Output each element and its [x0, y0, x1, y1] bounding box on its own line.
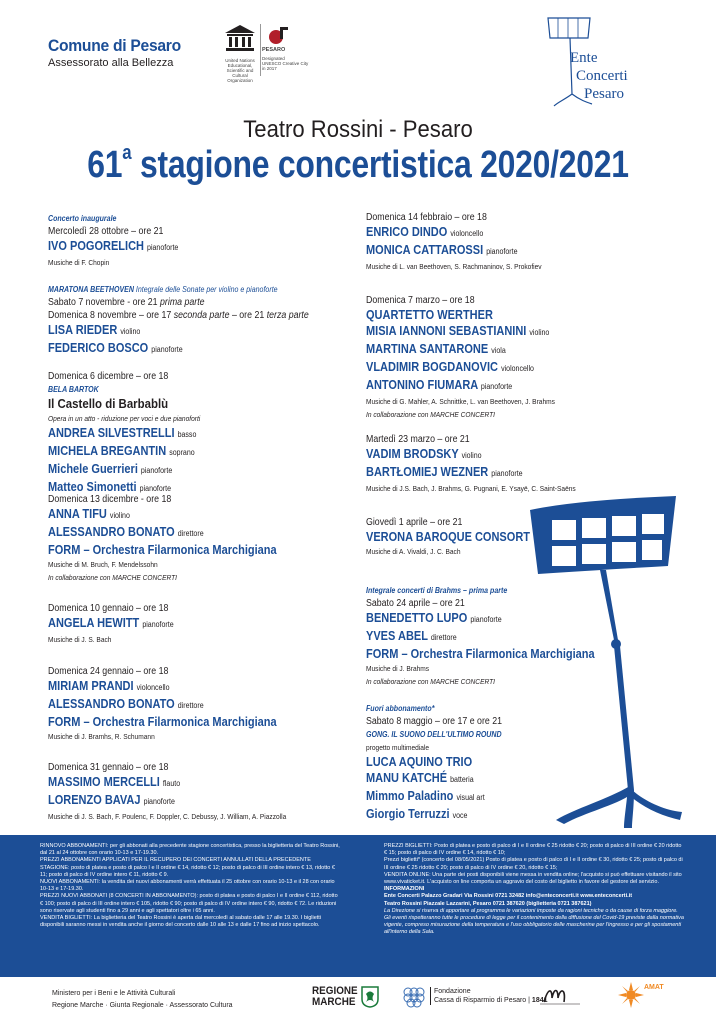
- performer-name: MICHELA BREGANTIN: [48, 444, 167, 458]
- info-rinnovo: RINNOVO ABBONAMENTI: per gli abbonati alla precedente stagione concertistica, presso la biglietteria del Teatro Rossini, dal 21 al 24 ottobre con orario 10-13 e 17-19.30.: [40, 843, 340, 857]
- performer-name: MANU KATCHÉ: [366, 771, 448, 785]
- event-category: [48, 383, 330, 396]
- performer: [48, 714, 330, 730]
- unesco-temple-icon: [224, 24, 256, 52]
- amat-word: AMAT: [644, 984, 664, 991]
- event-prandi: [48, 665, 368, 743]
- event-text: Domenica 24 gennaio – ore 18: [48, 666, 169, 677]
- performer-name: ANNA TIFU: [48, 507, 107, 521]
- event-text: Domenica 31 gennaio – ore 18: [48, 762, 169, 773]
- event-text: Musiche di J.S. Bach, J. Brahms, G. Pugnani, E. Ysayë, C. Saint-Saëns: [366, 484, 576, 493]
- performer: [366, 242, 648, 260]
- performer-name: ALESSANDRO BONATO: [48, 525, 175, 539]
- event-date: [366, 211, 648, 224]
- performer-role: pianoforte: [140, 466, 173, 475]
- event-text: In collaborazione con MARCHE CONCERTI: [48, 573, 178, 582]
- performer-name: ENRICO DINDO: [366, 225, 448, 239]
- unesco-year: in 2017: [262, 66, 277, 71]
- info-prezzi-speciali: Prezzi biglietti* (concerto del 08/05/2021) Posto di platea e posto di palco di I e II ordine € 30, ridotto € 25; posto di palco di III ordine € 25 ridotto € 20; posto di palco di IV ordine € 20, ridotto € 15;: [384, 857, 683, 871]
- event-text: Domenica 10 gennaio – ore 18: [48, 603, 169, 614]
- performer-role: violino: [120, 327, 141, 336]
- footer-credits: [52, 988, 233, 1012]
- event-text: Musiche di J. S. Bach: [48, 635, 112, 644]
- performer-name: ANTONINO FIUMARA: [366, 378, 478, 392]
- performer: [366, 377, 648, 395]
- performer-name: FORM – Orchestra Filarmonica Marchigiana: [366, 647, 595, 661]
- season-ordinal: a: [122, 142, 132, 164]
- info-left: [40, 843, 340, 929]
- performer-role: violoncello: [450, 229, 484, 238]
- performer: [366, 307, 648, 323]
- event-text: Sabato 8 maggio – ore 17 e ore 21: [366, 716, 503, 727]
- performer-name: MISIA IANNONI SEBASTIANINI: [366, 324, 527, 338]
- theatre-title: Teatro Rossini - Pesaro: [243, 116, 473, 143]
- performer: [48, 425, 330, 443]
- marche-word: MARCHE: [312, 996, 356, 1008]
- event-beethoven: [48, 283, 368, 358]
- info-vendita-biglietti: VENDITA BIGLIETTI: La biglietteria del Teatro Rossini è aperta dal mercoledì al sabato dalle 17 alle 19.30. I biglietti disponibili saranno messi in vendita anche il giorno del concerto dalle 10 alle 13 e dalle 17 fino ad inizio spettacolo.: [40, 915, 322, 929]
- pesaro-music-logo-icon: [268, 26, 290, 46]
- event-bartok: [48, 370, 368, 497]
- event-mercelli: [48, 761, 368, 823]
- performer: [48, 678, 330, 696]
- event-hewitt: [48, 602, 368, 646]
- performer-role: violino: [529, 328, 550, 337]
- event-text: Concerto inaugurale: [48, 214, 117, 223]
- event-tifu: [48, 493, 368, 584]
- performer-name: Michele Guerrieri: [48, 462, 138, 476]
- performer-name: VLADIMIR BOGDANOVIC: [366, 360, 498, 374]
- performer: [366, 359, 648, 377]
- performer-role: voce: [452, 811, 468, 820]
- event-program: [366, 395, 648, 408]
- performer-name: IVO POGORELICH: [48, 239, 144, 253]
- event-date: [48, 225, 330, 238]
- event-text: Domenica 13 dicembre - ore 18: [48, 494, 172, 505]
- fondazione-logo-icon: [402, 986, 426, 1008]
- performer: [48, 322, 330, 340]
- event-program: [48, 810, 330, 823]
- performer: [48, 696, 330, 714]
- event-date: [48, 602, 330, 615]
- performer: [48, 340, 330, 358]
- unesco-pesaro: PESARO: [262, 47, 286, 53]
- event-extra: Integrale delle Sonate per violino e pianoforte: [133, 285, 278, 294]
- performer-role: viola: [491, 346, 506, 355]
- amat-logo-icon: [618, 982, 644, 1008]
- performer-name: MIRIAM PRANDI: [48, 679, 134, 693]
- performer: [48, 506, 330, 524]
- event-text: Domenica 7 marzo – ore 18: [366, 295, 475, 306]
- performer-role: pianoforte: [486, 247, 518, 256]
- info-prezzi-biglietti: PREZZI BIGLIETTI: Posto di platea e posto di palco di I e II ordine € 25 ridotto € 20; posto di palco di III ordine € 20 ridotto € 15; posto di palco di IV ordine € 14, ridotto € 10;: [384, 843, 682, 857]
- event-date: [48, 296, 330, 309]
- event-text: Musiche di M. Bruch, F. Mendelssohn: [48, 560, 158, 569]
- event-text: Musiche di J. Brahms: [366, 664, 430, 673]
- event-pogorelich: [48, 212, 368, 269]
- event-text: progetto multimediale: [366, 743, 430, 752]
- event-text: Fuori abbonamento*: [366, 704, 435, 713]
- event-text: BELA BARTOK: [48, 385, 99, 394]
- event-date: [48, 665, 330, 678]
- performer: [48, 238, 330, 256]
- performer: [366, 341, 648, 359]
- event-text: Domenica 6 dicembre – ore 18: [48, 371, 169, 382]
- event-text: Domenica 14 febbraio – ore 18: [366, 212, 487, 223]
- unesco-line-2: Educational, Scientific and: [226, 63, 254, 73]
- performer: [48, 524, 330, 542]
- performer-role: direttore: [177, 701, 204, 710]
- event-text: In collaborazione con MARCHE CONCERTI: [366, 677, 496, 686]
- event-brodsky: [366, 433, 686, 495]
- event-text: Domenica 8 novembre – ore 17: [48, 310, 174, 321]
- performer-name: ANDREA SILVESTRELLI: [48, 426, 175, 440]
- event-program: [48, 633, 330, 646]
- event-text: Musiche di L. van Beethoven, S. Rachmaninov, S. Prokofiev: [366, 262, 542, 271]
- info-nuovi-abbonamenti: NUOVI ABBONAMENTI: la vendita dei nuovi abbonamenti verrà effettuata il 25 ottobre con orario 10-13 e il 28 con orario 10-13 e 17-19.30.: [40, 879, 335, 893]
- performer-name: VADIM BRODSKY: [366, 447, 459, 461]
- info-disclaimer: La Direzione si riserva di apportare al programma le variazioni imposte da ragioni tecniche o da cause di forza maggiore. Gli eventi rispetteranno tutte le procedure di legge per il contenimento della diffusione del Covid-19 previste dalla normativa vigente, compreso misurazione della temperatura e l'uso obbligatorio delle mascherine per l'ingresso e per gli spostamenti all'interno della Sala.: [384, 907, 684, 936]
- music-stand-icon: [516, 490, 686, 830]
- event-text: Il Castello di Barbablù: [48, 396, 169, 411]
- performer-name: BENEDETTO LUPO: [366, 611, 468, 625]
- concerti-word: Concerti: [576, 68, 628, 84]
- performer-role: violoncello: [136, 683, 170, 692]
- unesco-creative-city: UNESCO Creative City: [262, 61, 309, 66]
- performer-role: pianoforte: [139, 484, 172, 493]
- comune-title: Comune di Pesaro: [48, 36, 181, 55]
- performer-role: pianoforte: [147, 243, 179, 252]
- event-text: MARATONA BEETHOVEN: [48, 285, 134, 294]
- performer-role: violino: [109, 511, 130, 520]
- event-text: Musiche di G. Mahler, A. Schnittke, L. van Beethoven, J. Brahms: [366, 397, 555, 406]
- performer: [366, 446, 648, 464]
- performer-name: MARTINA SANTARONE: [366, 342, 489, 356]
- event-date: [48, 761, 330, 774]
- event-text: Sabato 24 aprile – ore 21: [366, 598, 465, 609]
- event-text: Martedì 23 marzo – ore 21: [366, 434, 470, 445]
- performer-name: ALESSANDRO BONATO: [48, 697, 175, 711]
- performer-role: violino: [461, 451, 482, 460]
- performer-role: pianoforte: [470, 615, 502, 624]
- fondazione-year: 1841: [531, 997, 548, 1004]
- event-note: [48, 571, 330, 584]
- info-bar: [0, 835, 716, 977]
- performer: [48, 792, 330, 810]
- event-text: In collaborazione con MARCHE CONCERTI: [366, 410, 496, 419]
- performer-name: FORM – Orchestra Filarmonica Marchigiana: [48, 543, 277, 557]
- performer-name: LISA RIEDER: [48, 323, 118, 337]
- performer-role: direttore: [177, 529, 204, 538]
- season-text: stagione concertistica 2020/2021: [131, 144, 629, 186]
- event-dindo: [366, 211, 686, 273]
- performer-name: MASSIMO MERCELLI: [48, 775, 160, 789]
- season-title: [57, 142, 658, 187]
- performer-name: MONICA CATTAROSSI: [366, 243, 484, 257]
- info-prezzi-recupero: PREZZI ABBONAMENTI APPLICATI PER IL RECUPERO DEI CONCERTI ANNULLATI DELLA PRECEDENTE STAGIONE: posto di platea e posto di palco I e II ordine € 14, ridotto € 12; posto di palco di III ordine intero € 13, ridotto € 11; posto di palco di IV ordine intero € 11, ridotto € 9.: [40, 857, 335, 878]
- fondazione-text: Fondazione Cassa di Risparmio di Pesaro | 1841: [430, 987, 548, 1005]
- event-program: [366, 260, 648, 273]
- performer-name: VERONA BAROQUE CONSORT: [366, 530, 530, 544]
- performer: [48, 615, 330, 633]
- performer: [366, 464, 648, 482]
- comune-subtitle: Assessorato alla Bellezza: [48, 57, 174, 69]
- comune-logo: [48, 36, 192, 69]
- performer-name: Matteo Simonetti: [48, 480, 137, 494]
- event-date: [48, 493, 330, 506]
- performer-role: basso: [177, 430, 197, 439]
- performer-role: pianoforte: [142, 620, 174, 629]
- unesco-line-3: Cultural Organization: [227, 73, 253, 83]
- performer-role: flauto: [162, 779, 181, 788]
- performer-name: ANGELA HEWITT: [48, 616, 140, 630]
- info-vendita-online: VENDITA ONLINE: Una parte dei posti disponibili viene messa in vendita online; l'acquisto si può effettuare visitando il sito www.vivaticket.it. L'acquisto on line comporta un aggravio del costo del biglietto in favore del gestore del servizio.: [384, 871, 682, 886]
- footer-ministry: Ministero per i Beni e le Attività Culturali: [52, 990, 176, 997]
- info-ente-contact[interactable]: Ente Concerti Palazzo Gradari Via Rossini 0721 32482 info@enteconcerti.it www.enteconcerti.it: [384, 893, 633, 900]
- performer-role: visual art: [456, 793, 485, 802]
- performer-role: pianoforte: [491, 469, 523, 478]
- event-note: [366, 408, 648, 421]
- performer-name: Mimmo Paladino: [366, 789, 454, 803]
- performer-name: YVES ABEL: [366, 629, 428, 643]
- footer: [0, 978, 716, 1024]
- event-text: Opera in un atto - riduzione per voci e due pianoforti: [48, 414, 201, 423]
- event-text: Mercoledì 28 ottobre – ore 21: [48, 226, 164, 237]
- performer: [48, 443, 330, 461]
- event-text: Musiche di A. Vivaldi, J. C. Bach: [366, 547, 461, 556]
- performer-role: batteria: [450, 775, 474, 784]
- performer-name: Giorgio Terruzzi: [366, 807, 450, 821]
- performer-role: soprano: [169, 448, 195, 457]
- event-italic: prima parte: [160, 297, 205, 308]
- performer-role: direttore: [430, 633, 457, 642]
- unesco-logo: [222, 24, 342, 83]
- performer-role: pianoforte: [151, 345, 183, 354]
- regione-marche-logo: [312, 986, 358, 1008]
- fondazione-word: Fondazione: [430, 987, 548, 996]
- event-category: [48, 212, 330, 225]
- performer: [366, 323, 648, 341]
- performer-name: LUCA AQUINO TRIO: [366, 755, 473, 769]
- event-program: [48, 730, 330, 743]
- info-heading: INFORMAZIONI: [384, 886, 425, 893]
- event-program: [48, 558, 330, 571]
- info-prezzi-nuovi: PREZZI NUOVI ABBONATI (8 CONCERTI IN ABBONAMENTO): posto di platea e posto di palco I e II ordine € 112, ridotto € 100; posto di palco di III ordine intero € 105, ridotto € 90; posto di palco di IV ordine intero € 90, ridotto € 72. Le riduzioni sono riservate agli studenti fino a 29 anni e agli spettatori oltre i 65 anni.: [40, 893, 338, 914]
- event-date: [48, 370, 330, 383]
- info-teatro-contact: Teatro Rossini Piazzale Lazzarini, Pesaro 0721 387620 (biglietteria 0721 387621): [384, 900, 592, 907]
- info-right: [384, 843, 684, 937]
- ente-word: Ente: [570, 50, 598, 66]
- event-date: [48, 309, 330, 322]
- event-italic2: terza parte: [266, 310, 309, 321]
- event-title: [48, 396, 330, 412]
- event-text: Sabato 7 novembre - ore 21: [48, 297, 161, 308]
- pesaro-word: Pesaro: [584, 86, 624, 102]
- performer-name: FORM – Orchestra Filarmonica Marchigiana: [48, 715, 277, 729]
- event-text: Musiche di J. S. Bach, F. Poulenc, F. Doppler, C. Debussy, J. William, A. Piazzolla: [48, 812, 287, 821]
- event-text: GONG. IL SUONO DELL'ULTIMO ROUND: [366, 730, 502, 739]
- performer-name: QUARTETTO WERTHER: [366, 308, 493, 322]
- performer-role: pianoforte: [143, 797, 175, 806]
- performer: [366, 224, 648, 242]
- performer-name: FEDERICO BOSCO: [48, 341, 149, 355]
- event-date: [366, 294, 648, 307]
- event-after: – ore 21: [229, 310, 267, 321]
- event-werther: [366, 294, 686, 421]
- event-note: [48, 412, 330, 425]
- event-italic: seconda parte: [173, 310, 230, 321]
- unesco-designated: Designated: [262, 56, 285, 61]
- event-text: Musiche di J. Bramhs, R. Schumann: [48, 732, 155, 741]
- ente-concerti-logo: [544, 14, 664, 114]
- marche-concerti-logo-icon: [538, 984, 582, 1008]
- event-text: Musiche di F. Chopin: [48, 258, 110, 267]
- regione-word: REGIONE: [312, 985, 358, 997]
- event-program: [48, 256, 330, 269]
- regione-shield-icon: [361, 986, 379, 1008]
- performer-name: LORENZO BAVAJ: [48, 793, 141, 807]
- event-text: Giovedì 1 aprile – ore 21: [366, 517, 463, 528]
- event-text: Integrale concerti di Brahms – prima parte: [366, 586, 508, 595]
- performer-role: violoncello: [501, 364, 534, 373]
- performer: [48, 542, 330, 558]
- performer-role: pianoforte: [480, 382, 513, 391]
- event-category: [48, 283, 330, 296]
- performer-name: BARTŁOMIEJ WEZNER: [366, 465, 489, 479]
- season-number: 61: [87, 144, 123, 186]
- unesco-line-1: United Nations: [225, 58, 255, 63]
- event-date: [366, 433, 648, 446]
- fondazione-cassa: Cassa di Risparmio di Pesaro: [434, 997, 527, 1004]
- performer: [48, 774, 330, 792]
- footer-regione: Regione Marche · Giunta Regionale · Assessorato Cultura: [52, 1002, 233, 1009]
- performer: [48, 461, 330, 479]
